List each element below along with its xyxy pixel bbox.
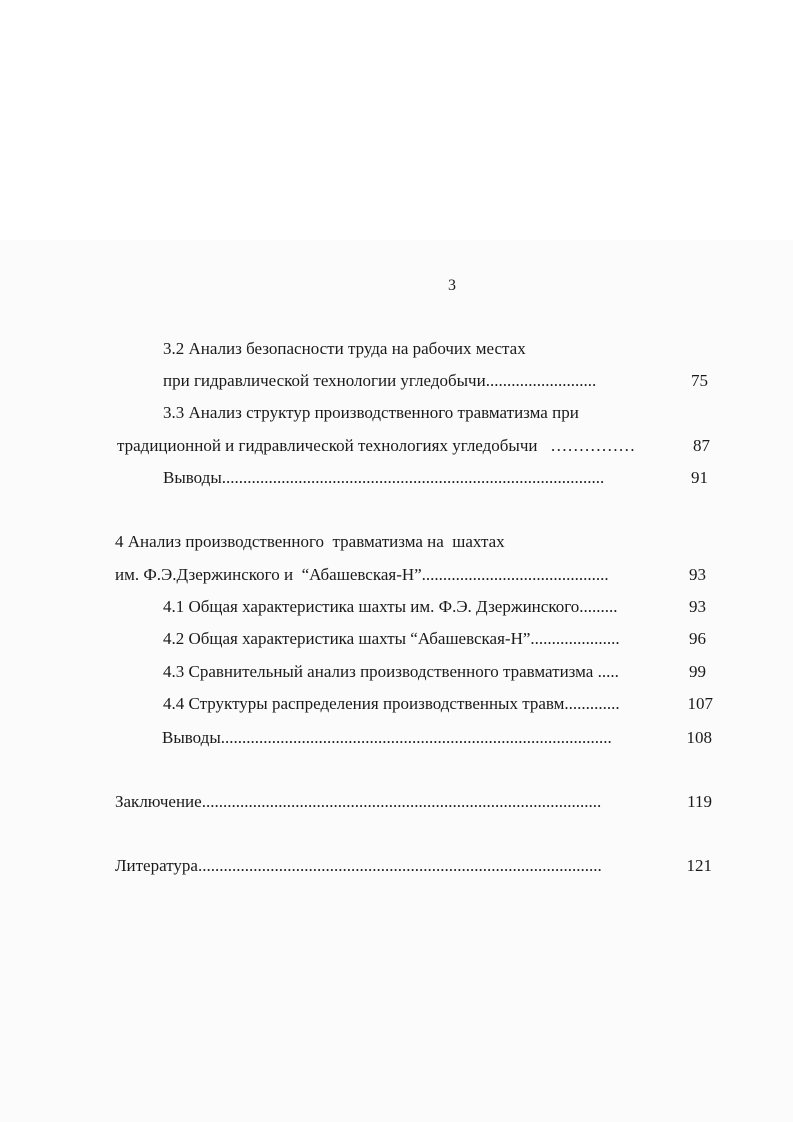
toc-page-4-1: 93 xyxy=(689,597,706,616)
toc-entry-3-2-title: 3.2 Анализ безопасности труда на рабочих местах xyxy=(163,339,526,358)
toc-entry-chapter-4-title: 4 Анализ производственного травматизма на шахтах xyxy=(115,532,505,551)
toc-page-3-2: 75 xyxy=(691,371,708,390)
toc-entry-vyvody-3: Выводы.......................................................................................... xyxy=(163,468,605,487)
toc-page-4-2: 96 xyxy=(689,629,706,648)
page-number: 3 xyxy=(448,277,456,294)
toc-entry-literature: Литература............................................................................................... xyxy=(115,856,602,875)
toc-page-4-3: 99 xyxy=(689,662,706,681)
toc-entry-3-3-leader: традиционной и гидравлической технологиях угледобычи …………… xyxy=(117,436,636,455)
toc-page-4-4: 107 xyxy=(687,694,713,713)
toc-entry-conclusion: Заключение.............................................................................................. xyxy=(115,792,602,811)
toc-entry-3-2-leader: при гидравлической технологии угледобычи.......................... xyxy=(163,371,597,390)
toc-entry-4-1: 4.1 Общая характеристика шахты им. Ф.Э. Дзержинского......... xyxy=(163,597,618,616)
toc-entry-4-4: 4.4 Структуры распределения производственных травм............. xyxy=(163,694,620,713)
toc-page-3-3: 87 xyxy=(693,436,710,455)
toc-entry-4-3: 4.3 Сравнительный анализ производственного травматизма ..... xyxy=(163,662,619,681)
toc-entry-4-2: 4.2 Общая характеристика шахты “Абашевская-Н”..................... xyxy=(163,629,620,648)
toc-page-conclusion: 119 xyxy=(687,792,712,811)
toc-page-vyvody-3: 91 xyxy=(691,468,708,487)
toc-entry-vyvody-4: Выводы............................................................................................ xyxy=(162,728,612,747)
toc-page-literature: 121 xyxy=(686,856,712,875)
toc-entry-chapter-4-leader: им. Ф.Э.Дзержинского и “Абашевская-Н”............................................ xyxy=(115,565,609,584)
toc-page-chapter-4: 93 xyxy=(689,565,706,584)
toc-entry-3-3-title: 3.3 Анализ структур производственного травматизма при xyxy=(163,403,579,422)
toc-page-vyvody-4: 108 xyxy=(686,728,712,747)
